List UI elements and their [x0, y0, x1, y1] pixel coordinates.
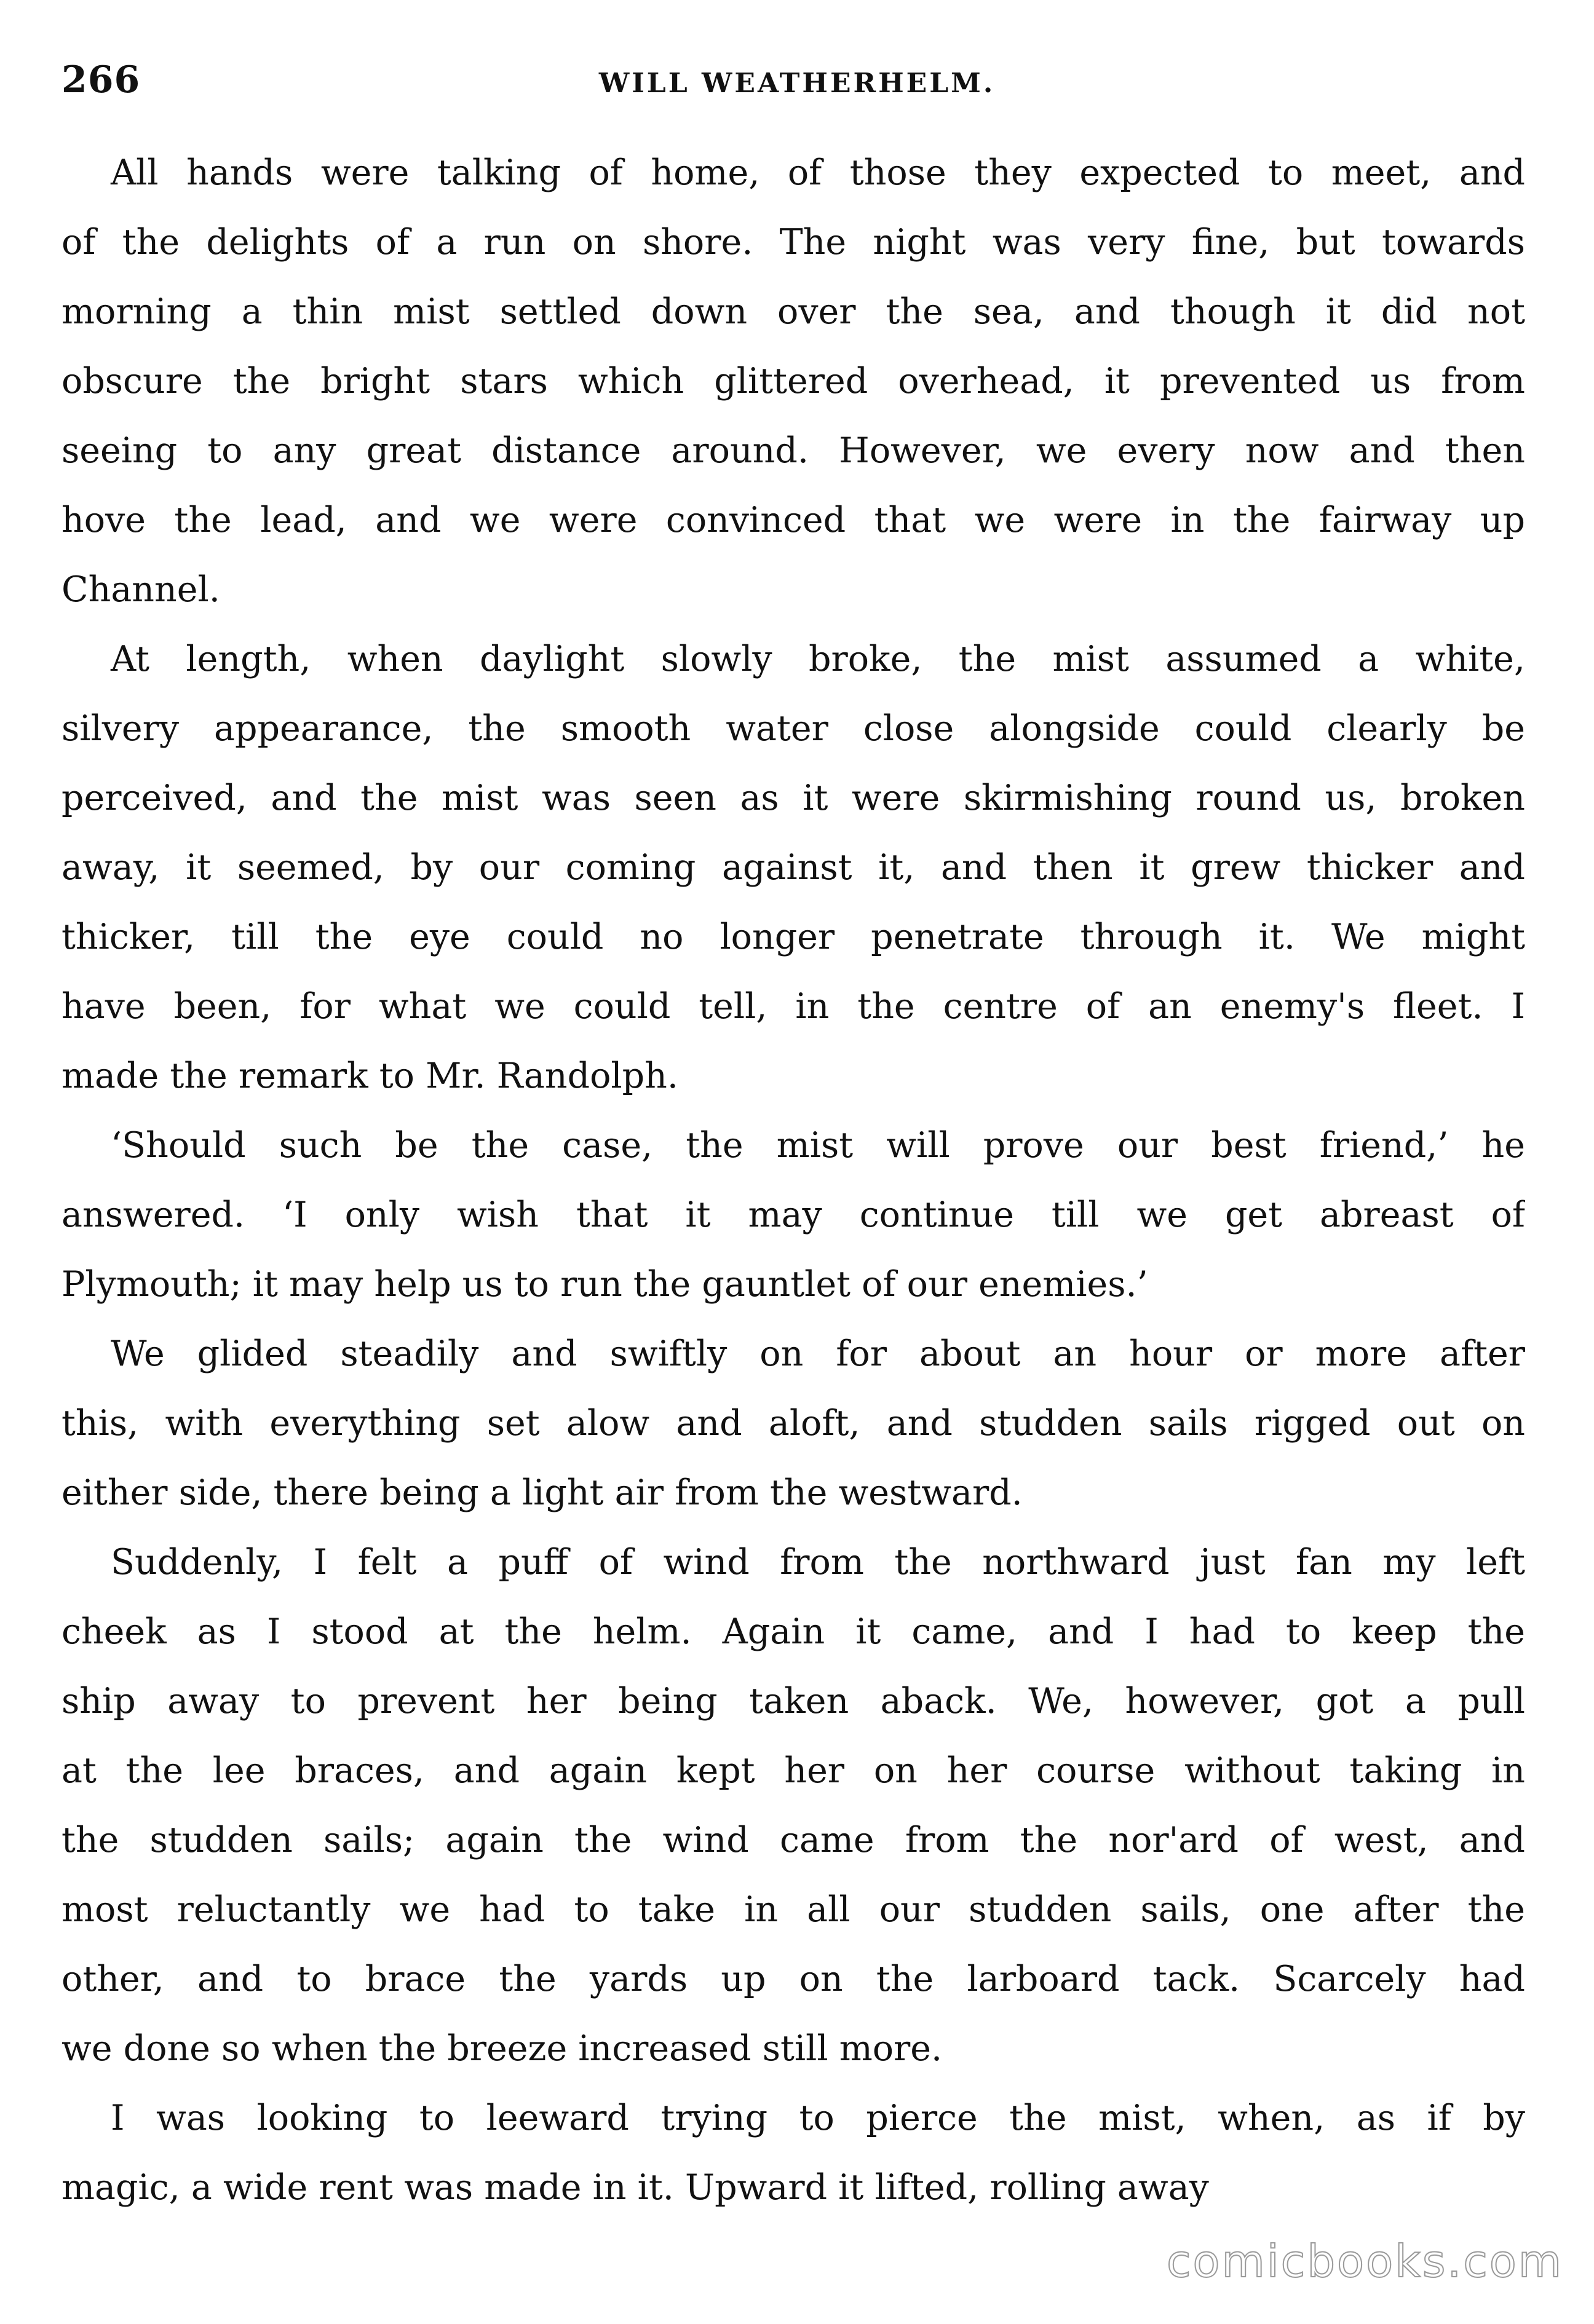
body-text	[61, 138, 1525, 2223]
paragraph	[61, 138, 1525, 625]
running-head: WILL WEATHERHELM.	[598, 68, 996, 99]
text-line: cheek as I stood at the helm. Again it came, and I had to keep the	[61, 1611, 1525, 1652]
text-line: answered. ‘I only wish that it may continue till we get abreast of	[61, 1195, 1525, 1235]
text-line: this, with everything set alow and aloft, and studden sails rigged out on	[61, 1403, 1525, 1444]
page-number: 266	[61, 58, 141, 101]
text-line: morning a thin mist settled down over the sea, and though it did not	[61, 291, 1525, 332]
paragraph	[61, 1111, 1525, 1319]
text-line: the studden sails; again the wind came from the nor'ard of west, and	[61, 1820, 1525, 1860]
text-line: At length, when daylight slowly broke, the mist assumed a white,	[111, 639, 1525, 679]
text-line: made the remark to Mr. Randolph.	[61, 1056, 678, 1096]
text-line: other, and to brace the yards up on the larboard tack. Scarcely had	[61, 1959, 1525, 1999]
text-line: at the lee braces, and again kept her on her course without taking in	[61, 1750, 1525, 1791]
text-line: Suddenly, I felt a puff of wind from the northward just fan my left	[111, 1542, 1525, 1583]
text-line: either side, there being a light air from the westward.	[61, 1472, 1023, 1513]
paragraph	[61, 2084, 1525, 2223]
text-line: seeing to any great distance around. However, we every now and then	[61, 430, 1525, 471]
watermark: comicbooks.com	[1166, 2235, 1563, 2287]
text-line: I was looking to leeward trying to pierce the mist, when, as if by	[111, 2098, 1525, 2138]
paragraph	[61, 625, 1525, 1111]
text-line: Plymouth; it may help us to run the gauntlet of our enemies.’	[61, 1264, 1148, 1305]
text-line: hove the lead, and we were convinced that we were in the fairway up	[61, 500, 1525, 540]
paragraph	[61, 1528, 1525, 2084]
text-line: All hands were talking of home, of those they expected to meet, and	[111, 152, 1525, 193]
text-line: We glided steadily and swiftly on for about an hour or more after	[111, 1334, 1525, 1374]
text-line: thicker, till the eye could no longer penetrate through it. We might	[61, 917, 1525, 957]
text-line: we done so when the breeze increased still more.	[61, 2028, 943, 2069]
paragraph	[61, 1319, 1525, 1528]
text-line: away, it seemed, by our coming against it, and then it grew thicker and	[61, 847, 1525, 888]
text-line: silvery appearance, the smooth water close alongside could clearly be	[61, 708, 1525, 749]
text-line: have been, for what we could tell, in the centre of an enemy's fleet. I	[61, 986, 1525, 1027]
text-line: magic, a wide rent was made in it. Upward it lifted, rolling away	[61, 2167, 1209, 2208]
text-line: most reluctantly we had to take in all our studden sails, one after the	[61, 1889, 1525, 1930]
text-line: ‘Should such be the case, the mist will prove our best friend,’ he	[111, 1125, 1525, 1166]
text-line: ship away to prevent her being taken aback. We, however, got a pull	[61, 1681, 1525, 1721]
text-line: Channel.	[61, 569, 220, 610]
text-line: obscure the bright stars which glittered overhead, it prevented us from	[61, 361, 1525, 401]
text-line: perceived, and the mist was seen as it were skirmishing round us, broken	[61, 778, 1525, 818]
text-line: of the delights of a run on shore. The night was very fine, but towards	[61, 222, 1525, 263]
